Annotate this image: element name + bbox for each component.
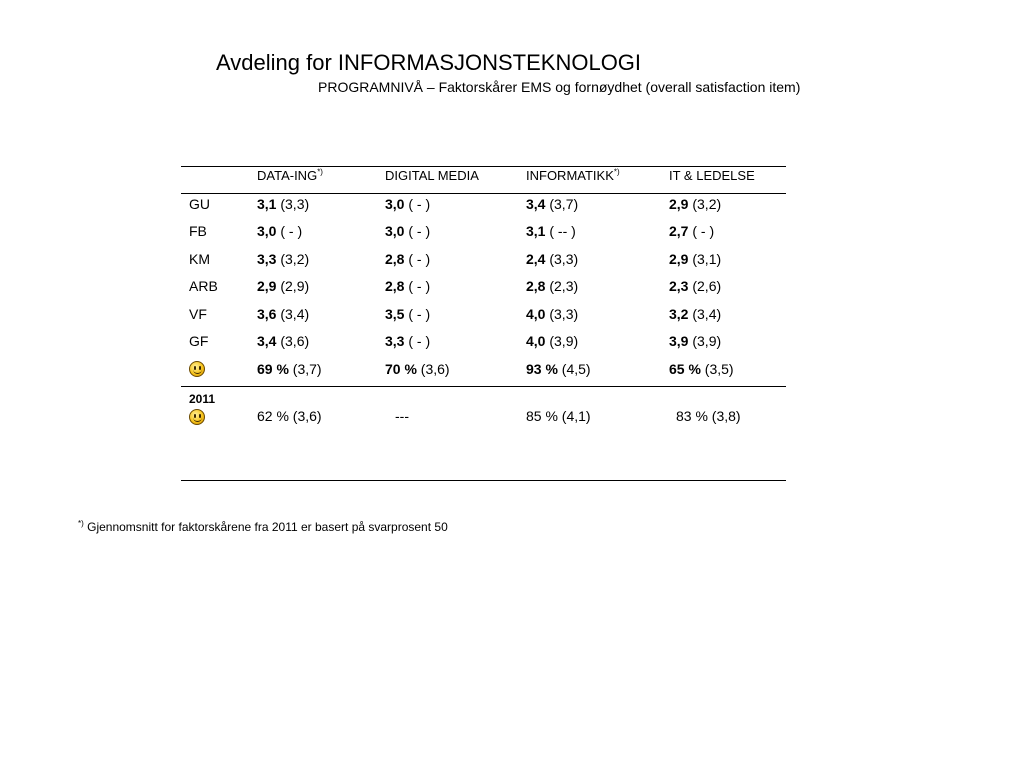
table-cell: 2,9 (3,2): [669, 196, 722, 212]
row-label: GF: [189, 333, 209, 349]
row-label: ARB: [189, 278, 218, 294]
table-cell: 3,5 ( - ): [385, 306, 431, 322]
table-cell: 2,8 (2,3): [526, 278, 579, 294]
table-cell: 93 % (4,5): [526, 361, 591, 377]
row-2011-rule: [181, 386, 786, 387]
column-header-it-ledelse: IT & LEDELSE: [669, 168, 755, 183]
table-cell: 65 % (3,5): [669, 361, 734, 377]
smiley-icon: [189, 409, 205, 425]
table-cell: 3,4 (3,6): [257, 333, 310, 349]
table-cell: 2,9 (2,9): [257, 278, 310, 294]
page-subtitle: PROGRAMNIVÅ – Faktorskårer EMS og fornøydhet (overall satisfaction item): [318, 79, 801, 95]
table-cell: 2,8 ( - ): [385, 278, 431, 294]
table-cell: 3,0 ( - ): [385, 196, 431, 212]
table-cell: 3,4 (3,7): [526, 196, 579, 212]
table-cell: 3,1 (3,3): [257, 196, 310, 212]
table-cell: 3,0 ( - ): [257, 223, 303, 239]
row-label: KM: [189, 251, 210, 267]
table-cell: 85 % (4,1): [526, 408, 591, 424]
table-cell: 3,0 ( - ): [385, 223, 431, 239]
smiley-icon: [189, 361, 205, 377]
column-header-informatikk: INFORMATIKK*): [526, 167, 620, 183]
table-cell: 3,2 (3,4): [669, 306, 722, 322]
table-cell: 2,8 ( - ): [385, 251, 431, 267]
table-cell: 2,9 (3,1): [669, 251, 722, 267]
table-cell: 3,3 (3,2): [257, 251, 310, 267]
table-top-rule: [181, 166, 786, 167]
table-cell: 3,1 ( -- ): [526, 223, 576, 239]
header-rule: [181, 193, 786, 194]
table-cell: 2,4 (3,3): [526, 251, 579, 267]
row-label: FB: [189, 223, 207, 239]
table-cell: 3,9 (3,9): [669, 333, 722, 349]
table-cell: 62 % (3,6): [257, 408, 322, 424]
table-cell: 69 % (3,7): [257, 361, 322, 377]
table-cell: 3,3 ( - ): [385, 333, 431, 349]
year-label: 2011: [189, 392, 216, 406]
page-title: Avdeling for INFORMASJONSTEKNOLOGI: [216, 50, 642, 75]
footnote: *) Gjennomsnitt for faktorskårene fra 2011 er basert på svarprosent 50: [78, 519, 448, 534]
table-bottom-rule: [181, 480, 786, 481]
table-cell: 3,6 (3,4): [257, 306, 310, 322]
table-cell: 2,3 (2,6): [669, 278, 722, 294]
table-cell: 70 % (3,6): [385, 361, 450, 377]
row-label: GU: [189, 196, 210, 212]
table-cell: 2,7 ( - ): [669, 223, 715, 239]
table-cell: 83 % (3,8): [676, 408, 741, 424]
table-cell: ---: [395, 408, 409, 424]
table-cell: 4,0 (3,3): [526, 306, 579, 322]
table-cell: 4,0 (3,9): [526, 333, 579, 349]
row-label: VF: [189, 306, 207, 322]
column-header-digital-media: DIGITAL MEDIA: [385, 168, 479, 183]
column-header-data-ing: DATA-ING*): [257, 167, 323, 183]
